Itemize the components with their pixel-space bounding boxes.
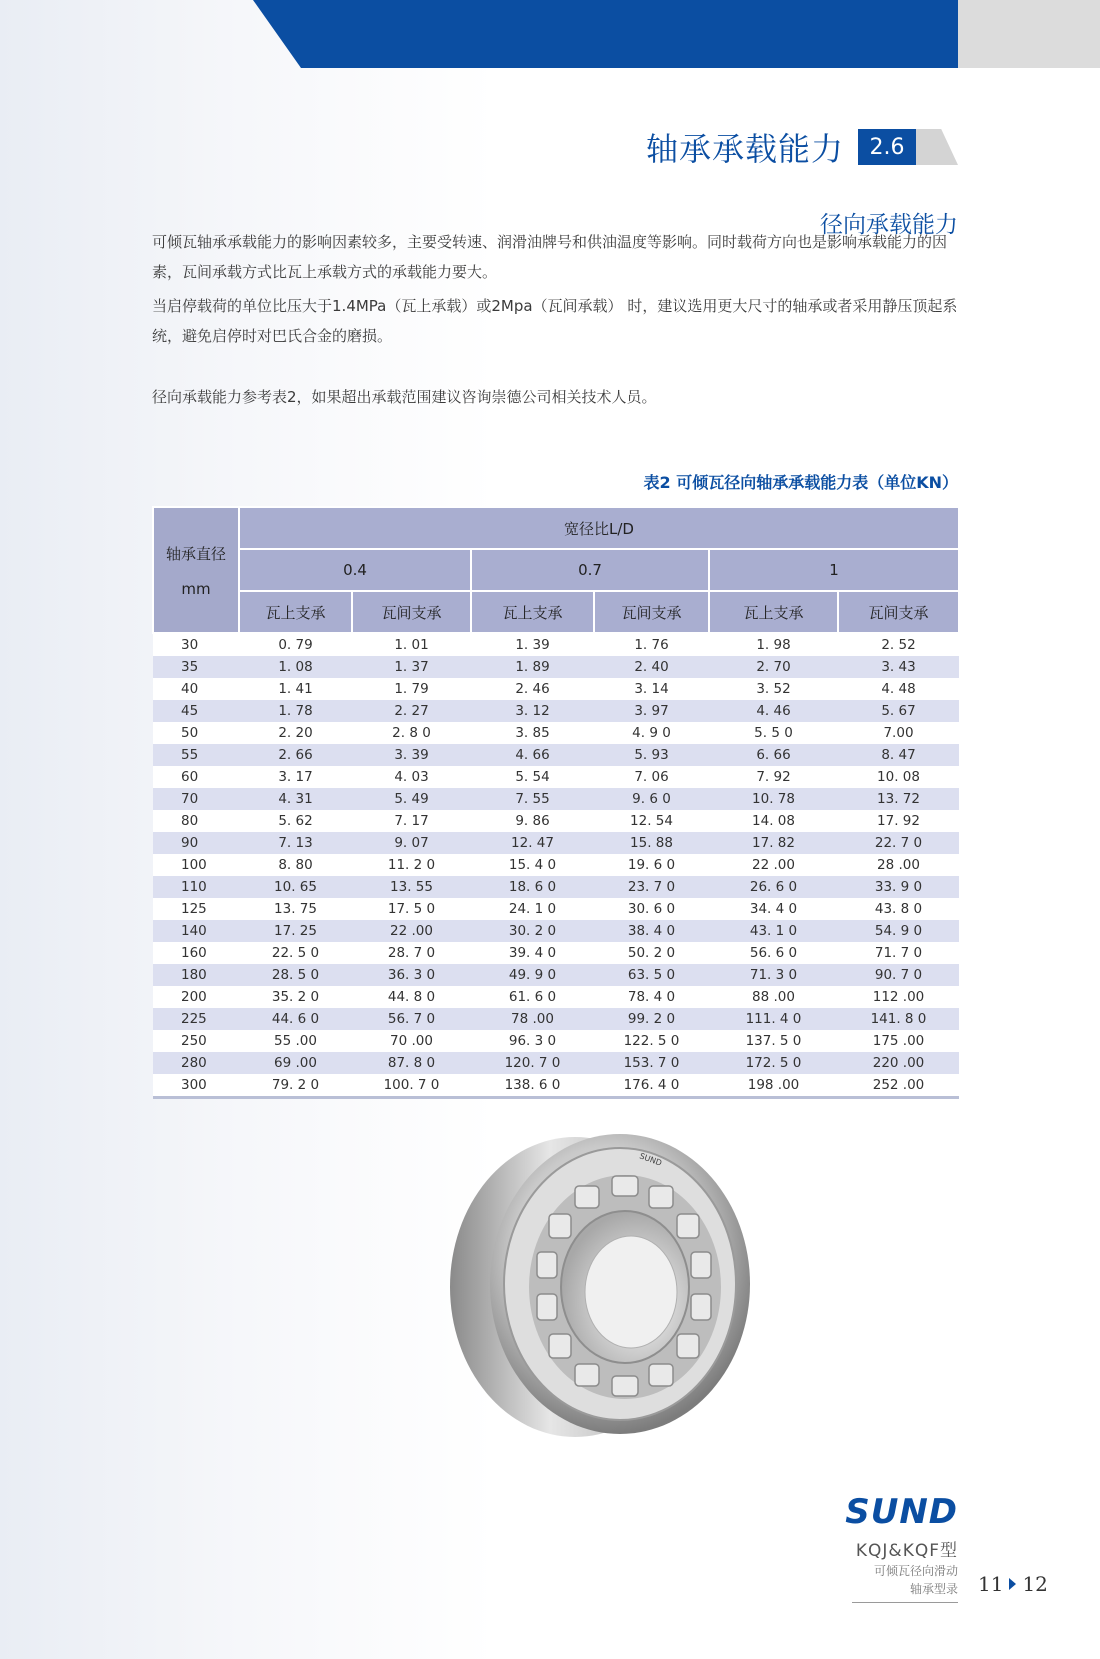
row-value-cell: 4. 9 0	[594, 722, 709, 744]
row-value-cell: 18. 6 0	[471, 876, 594, 898]
row-value-cell: 220 .00	[838, 1052, 959, 1074]
row-value-cell: 8. 80	[239, 854, 352, 876]
row-value-cell: 28 .00	[838, 854, 959, 876]
row-value-cell: 5. 62	[239, 810, 352, 832]
row-value-cell: 3. 85	[471, 722, 594, 744]
page-left-number: 11	[978, 1572, 1004, 1596]
row-value-cell: 26. 6 0	[709, 876, 838, 898]
row-value-cell: 44. 8 0	[352, 986, 471, 1008]
row-value-cell: 252 .00	[838, 1074, 959, 1098]
row-value-cell: 3. 52	[709, 678, 838, 700]
row-value-cell: 5. 67	[838, 700, 959, 722]
row-value-cell: 4. 66	[471, 744, 594, 766]
row-value-cell: 43. 8 0	[838, 898, 959, 920]
row-value-cell: 5. 5 0	[709, 722, 838, 744]
row-value-cell: 2. 52	[838, 633, 959, 656]
row-value-cell: 1. 39	[471, 633, 594, 656]
row-value-cell: 7. 92	[709, 766, 838, 788]
subtitle: 径向承载能力	[820, 212, 958, 238]
row-diameter-cell: 55	[153, 744, 239, 766]
row-value-cell: 138. 6 0	[471, 1074, 594, 1098]
row-value-cell: 36. 3 0	[352, 964, 471, 986]
row-value-cell: 172. 5 0	[709, 1052, 838, 1074]
row-value-cell: 137. 5 0	[709, 1030, 838, 1052]
row-value-cell: 38. 4 0	[594, 920, 709, 942]
sub-header: 瓦上支承	[239, 591, 352, 633]
row-diameter-cell: 70	[153, 788, 239, 810]
row-value-cell: 22 .00	[352, 920, 471, 942]
row-value-cell: 1. 37	[352, 656, 471, 678]
row-value-cell: 61. 6 0	[471, 986, 594, 1008]
row-value-cell: 30. 6 0	[594, 898, 709, 920]
row-value-cell: 34. 4 0	[709, 898, 838, 920]
row-value-cell: 1. 78	[239, 700, 352, 722]
table-row	[153, 700, 959, 722]
paragraph-3: 径向承载能力参考表2，如果超出承载范围建议咨询崇德公司相关技术人员。	[152, 388, 657, 406]
sub-header: 瓦间支承	[838, 591, 959, 633]
row-value-cell: 1. 76	[594, 633, 709, 656]
row-diameter-cell: 110	[153, 876, 239, 898]
row-diameter-cell: 140	[153, 920, 239, 942]
row-value-cell: 112 .00	[838, 986, 959, 1008]
row-value-cell: 90. 7 0	[838, 964, 959, 986]
section-title-text: 轴承承载能力	[645, 130, 844, 168]
sub-header: 瓦上支承	[471, 591, 594, 633]
row-value-cell: 33. 9 0	[838, 876, 959, 898]
row-value-cell: 23. 7 0	[594, 876, 709, 898]
row-diameter-cell: 300	[153, 1074, 239, 1098]
row-value-cell: 49. 9 0	[471, 964, 594, 986]
page-numbers	[978, 1572, 1048, 1596]
row-value-cell: 9. 6 0	[594, 788, 709, 810]
row-value-cell: 1. 89	[471, 656, 594, 678]
row-value-cell: 69 .00	[239, 1052, 352, 1074]
row-value-cell: 2. 46	[471, 678, 594, 700]
row-value-cell: 4. 46	[709, 700, 838, 722]
row-value-cell: 1. 98	[709, 633, 838, 656]
row-value-cell: 175 .00	[838, 1030, 959, 1052]
row-diameter-cell: 60	[153, 766, 239, 788]
row-value-cell: 56. 7 0	[352, 1008, 471, 1030]
top-grey-block	[958, 0, 1100, 68]
row-value-cell: 7. 17	[352, 810, 471, 832]
section-number-tail	[916, 129, 958, 165]
footer-divider	[852, 1602, 958, 1603]
table-row	[153, 656, 959, 678]
catalog-description-1: 可倾瓦径向滑动	[873, 1564, 958, 1578]
row-value-cell: 17. 5 0	[352, 898, 471, 920]
row-value-cell: 0. 79	[239, 633, 352, 656]
row-value-cell: 2. 27	[352, 700, 471, 722]
diameter-header	[153, 507, 239, 633]
row-value-cell: 15. 4 0	[471, 854, 594, 876]
row-value-cell: 1. 41	[239, 678, 352, 700]
row-value-cell: 22 .00	[709, 854, 838, 876]
row-value-cell: 28. 5 0	[239, 964, 352, 986]
row-value-cell: 3. 97	[594, 700, 709, 722]
row-value-cell: 2. 70	[709, 656, 838, 678]
row-value-cell: 15. 88	[594, 832, 709, 854]
row-value-cell: 3. 14	[594, 678, 709, 700]
row-value-cell: 71. 7 0	[838, 942, 959, 964]
table-row	[153, 986, 959, 1008]
row-value-cell: 3. 17	[239, 766, 352, 788]
row-value-cell: 10. 78	[709, 788, 838, 810]
row-value-cell: 55 .00	[239, 1030, 352, 1052]
diameter-header-unit: mm	[181, 579, 211, 598]
row-value-cell: 24. 1 0	[471, 898, 594, 920]
table-row	[153, 1008, 959, 1030]
row-diameter-cell: 50	[153, 722, 239, 744]
row-value-cell: 122. 5 0	[594, 1030, 709, 1052]
table-row	[153, 898, 959, 920]
row-value-cell: 3. 12	[471, 700, 594, 722]
table-row	[153, 920, 959, 942]
row-value-cell: 3. 39	[352, 744, 471, 766]
ratio-header-0-7: 0.7	[471, 549, 709, 591]
section-title	[646, 124, 958, 170]
row-diameter-cell: 90	[153, 832, 239, 854]
row-value-cell: 96. 3 0	[471, 1030, 594, 1052]
row-value-cell: 88 .00	[709, 986, 838, 1008]
row-value-cell: 35. 2 0	[239, 986, 352, 1008]
row-value-cell: 99. 2 0	[594, 1008, 709, 1030]
row-value-cell: 120. 7 0	[471, 1052, 594, 1074]
row-value-cell: 71. 3 0	[709, 964, 838, 986]
row-value-cell: 2. 8 0	[352, 722, 471, 744]
table-row	[153, 766, 959, 788]
row-value-cell: 78 .00	[471, 1008, 594, 1030]
table-row	[153, 722, 959, 744]
table-row	[153, 788, 959, 810]
row-value-cell: 12. 54	[594, 810, 709, 832]
row-diameter-cell: 225	[153, 1008, 239, 1030]
ratio-header-0-4: 0.4	[239, 549, 471, 591]
row-value-cell: 39. 4 0	[471, 942, 594, 964]
row-value-cell: 13. 55	[352, 876, 471, 898]
row-value-cell: 78. 4 0	[594, 986, 709, 1008]
section-number: 2.6	[858, 129, 916, 165]
row-diameter-cell: 180	[153, 964, 239, 986]
sub-header: 瓦间支承	[594, 591, 709, 633]
row-value-cell: 4. 48	[838, 678, 959, 700]
row-diameter-cell: 125	[153, 898, 239, 920]
catalog-description-2: 轴承型录	[909, 1582, 958, 1596]
row-value-cell: 54. 9 0	[838, 920, 959, 942]
row-value-cell: 13. 75	[239, 898, 352, 920]
row-value-cell: 17. 25	[239, 920, 352, 942]
row-diameter-cell: 160	[153, 942, 239, 964]
row-value-cell: 141. 8 0	[838, 1008, 959, 1030]
row-value-cell: 7.00	[838, 722, 959, 744]
row-diameter-cell: 80	[153, 810, 239, 832]
row-value-cell: 30. 2 0	[471, 920, 594, 942]
row-value-cell: 7. 55	[471, 788, 594, 810]
row-diameter-cell: 280	[153, 1052, 239, 1074]
row-value-cell: 2. 66	[239, 744, 352, 766]
row-value-cell: 79. 2 0	[239, 1074, 352, 1098]
row-value-cell: 153. 7 0	[594, 1052, 709, 1074]
row-value-cell: 14. 08	[709, 810, 838, 832]
page-arrow-icon	[1009, 1578, 1016, 1590]
row-value-cell: 5. 93	[594, 744, 709, 766]
table-row	[153, 633, 959, 656]
page-right-number: 12	[1022, 1572, 1048, 1596]
table-row	[153, 1030, 959, 1052]
ratio-group-header: 宽径比L/D	[239, 507, 959, 549]
table-caption: 表2 可倾瓦径向轴承承载能力表（单位KN）	[643, 473, 958, 492]
row-value-cell: 7. 13	[239, 832, 352, 854]
row-value-cell: 4. 31	[239, 788, 352, 810]
table-body	[153, 633, 959, 1098]
row-value-cell: 3. 43	[838, 656, 959, 678]
row-value-cell: 10. 08	[838, 766, 959, 788]
row-value-cell: 2. 40	[594, 656, 709, 678]
row-diameter-cell: 200	[153, 986, 239, 1008]
brand-logo: SUND	[845, 1492, 958, 1532]
row-value-cell: 87. 8 0	[352, 1052, 471, 1074]
table-row	[153, 832, 959, 854]
row-value-cell: 56. 6 0	[709, 942, 838, 964]
row-value-cell: 9. 86	[471, 810, 594, 832]
row-diameter-cell: 45	[153, 700, 239, 722]
ratio-header-1: 1	[709, 549, 959, 591]
row-value-cell: 7. 06	[594, 766, 709, 788]
row-value-cell: 70 .00	[352, 1030, 471, 1052]
row-value-cell: 198 .00	[709, 1074, 838, 1098]
row-value-cell: 19. 6 0	[594, 854, 709, 876]
product-brand-mark: SUND	[638, 1151, 664, 1168]
row-value-cell: 13. 72	[838, 788, 959, 810]
row-value-cell: 44. 6 0	[239, 1008, 352, 1030]
row-value-cell: 1. 79	[352, 678, 471, 700]
table-row	[153, 964, 959, 986]
row-diameter-cell: 250	[153, 1030, 239, 1052]
table-row	[153, 854, 959, 876]
table-row	[153, 678, 959, 700]
row-diameter-cell: 30	[153, 633, 239, 656]
row-value-cell: 12. 47	[471, 832, 594, 854]
table-row	[153, 1052, 959, 1074]
row-diameter-cell: 100	[153, 854, 239, 876]
row-value-cell: 17. 92	[838, 810, 959, 832]
row-diameter-cell: 35	[153, 656, 239, 678]
row-value-cell: 100. 7 0	[352, 1074, 471, 1098]
row-value-cell: 5. 49	[352, 788, 471, 810]
row-value-cell: 28. 7 0	[352, 942, 471, 964]
row-value-cell: 1. 08	[239, 656, 352, 678]
top-blue-banner	[253, 0, 958, 68]
model-name: KQJ&KQF型	[855, 1541, 958, 1561]
table-row	[153, 1074, 959, 1098]
row-value-cell: 1. 01	[352, 633, 471, 656]
row-value-cell: 8. 47	[838, 744, 959, 766]
row-value-cell: 50. 2 0	[594, 942, 709, 964]
paragraph-2: 当启停载荷的单位比压大于1.4MPa（瓦上承载）或2Mpa（瓦间承载） 时，建议选用更大尺寸的轴承或者采用静压顶起系统，避免启停时对巴氏合金的磨损。	[152, 297, 958, 345]
row-value-cell: 5. 54	[471, 766, 594, 788]
row-value-cell: 4. 03	[352, 766, 471, 788]
sub-header: 瓦上支承	[709, 591, 838, 633]
row-value-cell: 176. 4 0	[594, 1074, 709, 1098]
table-row	[153, 744, 959, 766]
row-value-cell: 9. 07	[352, 832, 471, 854]
row-value-cell: 22. 5 0	[239, 942, 352, 964]
load-capacity-table	[152, 506, 960, 1099]
row-value-cell: 2. 20	[239, 722, 352, 744]
table-row	[153, 810, 959, 832]
row-value-cell: 6. 66	[709, 744, 838, 766]
sub-header: 瓦间支承	[352, 591, 471, 633]
table-row	[153, 876, 959, 898]
row-value-cell: 22. 7 0	[838, 832, 959, 854]
row-value-cell: 43. 1 0	[709, 920, 838, 942]
diameter-header-label: 轴承直径	[165, 544, 226, 563]
row-value-cell: 17. 82	[709, 832, 838, 854]
paragraph-1: 可倾瓦轴承承载能力的影响因素较多，主要受转速、润滑油牌号和供油温度等影响。同时载荷方向也是影响承载能力的因素，瓦间承载方式比瓦上承载方式的承载能力要大。	[152, 233, 948, 281]
table-row	[153, 942, 959, 964]
row-value-cell: 11. 2 0	[352, 854, 471, 876]
row-value-cell: 10. 65	[239, 876, 352, 898]
row-value-cell: 63. 5 0	[594, 964, 709, 986]
row-value-cell: 111. 4 0	[709, 1008, 838, 1030]
bearing-product-image	[425, 1112, 765, 1452]
row-diameter-cell: 40	[153, 678, 239, 700]
